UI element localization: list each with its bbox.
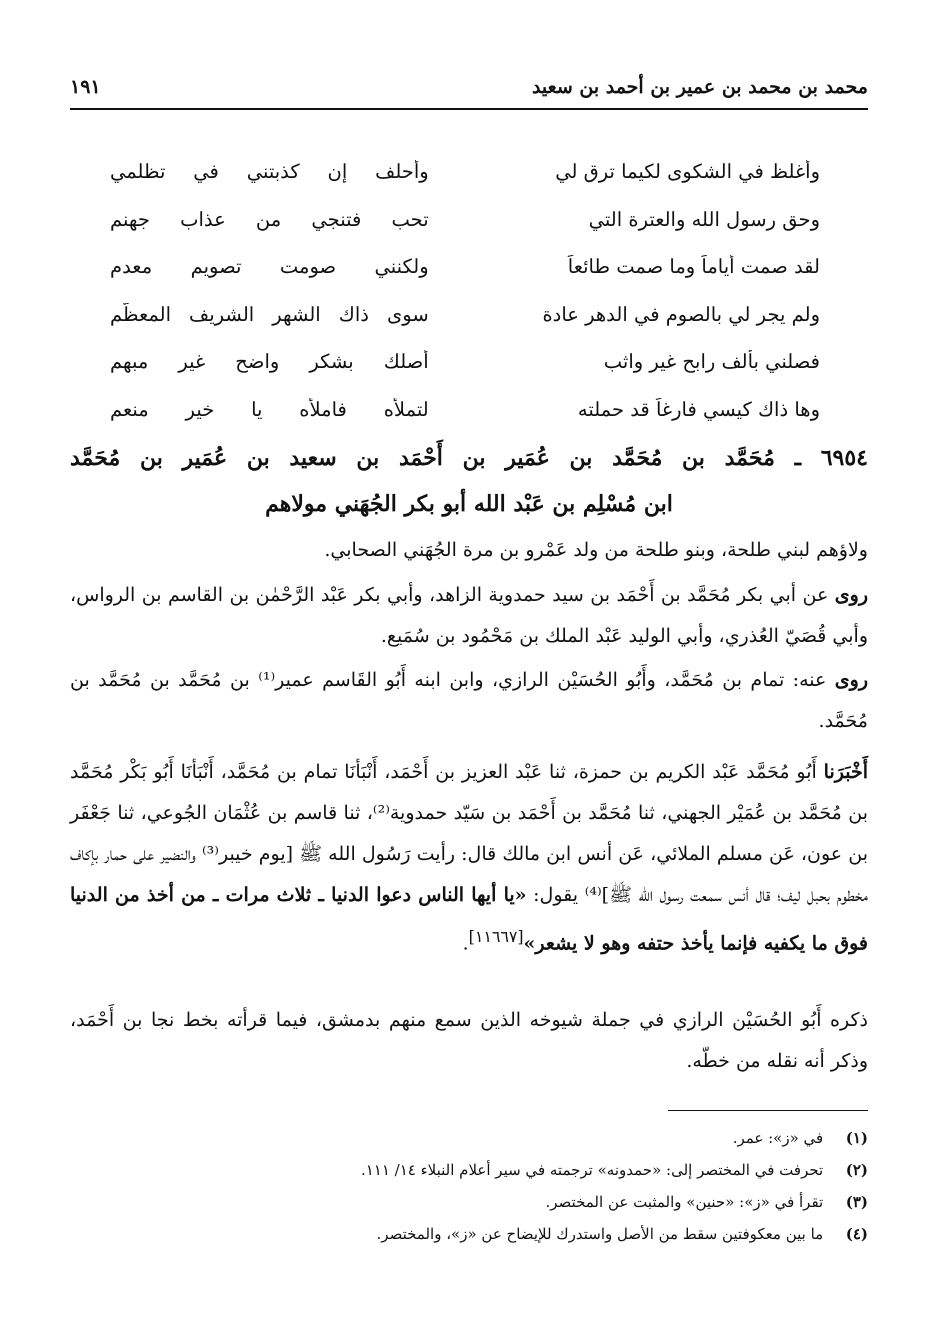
isnad-paragraph: أَخْبَرَنا أَبُو مُحَمَّد عَبْد الكريم بن حمزة، ثنا عَبْد العزيز بن أَحْمَد، أَنْبَأنَا تمام بن مُحَمَّد، أَنْبَأنَا أَبُو بَكْر مُحَمَّد بن مُحَمَّد بن عُمَيْر الجهني، ثنا مُحَمَّد بن أَحْمَد بن سَيّد حمدوية⁽²⁾، ثنا قاسم بن عُثْمَان الجُوعي، ثنا جَعْفَر بن عون، عَن مسلم الملائي، عَن أنس ابن مالك قال: رأيت رَسُول الله ﷺ [يوم خيبر⁽³⁾ والنضير على حمار بإكاف مخطوم بحبل ليف؛ قال أنس سمعت رسول الله ﷺ]⁽⁴⁾ يقول: «يا أيها الناس دعوا الدنيا ـ ثلاث مرات ـ من أخذ من الدنيا فوق ما يكفيه فإنما يأخذ حتفه وهو لا يشعر»[١١٦٦٧]. (70, 761, 868, 955)
narrators-paragraph (70, 660, 868, 742)
verse-second-hemistich: أصلك بشكر واضح غير مبهم (110, 350, 429, 374)
narrators-label: روى (834, 669, 869, 691)
verse-first-hemistich: لقد صمت أياماً وما صمت طائعاً (567, 255, 820, 279)
verse (110, 243, 820, 291)
footnote-text: تقرأ في «ز»: «حنين» والمثبت عن المختصر. (545, 1193, 824, 1211)
poem (110, 148, 820, 433)
footnote-number: (٣) (845, 1193, 868, 1211)
narrated-from-label: روى (834, 584, 868, 606)
footnotes (70, 1122, 868, 1250)
page-number: ١٩١ (70, 76, 101, 98)
entry-title-line-2: ابن مُسْلِم بن عَبْد الله أبو بكر الجُهَني مولاهم (265, 491, 673, 517)
verse (110, 291, 820, 339)
footnote-text: في «ز»: عمر. (732, 1129, 824, 1147)
footnote (70, 1186, 868, 1218)
verse-first-hemistich: وأغلظ في الشكوى لكيما ترق لي (555, 160, 820, 184)
footnote (70, 1122, 868, 1154)
footnote-number: (١) (845, 1129, 868, 1147)
verse-first-hemistich: وها ذاك كيسي فارغاً قد حملته (577, 397, 820, 421)
verse-second-hemistich: تحب فتنجي من عذاب جهنم (110, 207, 429, 231)
verse-second-hemistich: ولكنني صومت تصويم معدم (110, 255, 429, 279)
footnote-divider (668, 1110, 868, 1111)
mention-paragraph: ذكره أَبُو الحُسَيْن الرازي في جملة شيوخه الذين سمع منهم بدمشق، فيما قرأته بخط نجا بن أَحْمَد، وذكر أنه نقله من خطّه. (70, 1009, 868, 1072)
narrators-text: عنه: تمام بن مُحَمَّد، وأَبُو الحُسَيْن الرازي، وابن ابنه أَبُو القَاسم عمير⁽¹⁾ بن مُحَمَّد بن مُحَمَّد بن مُحَمَّد. (70, 669, 868, 732)
footnote-text: تحرفت في المختصر إلى: «حمدونه» ترجمته في سير أعلام النبلاء ١٤/ ١١١. (360, 1161, 824, 1179)
verse-first-hemistich: ولم يجر لي بالصوم في الدهر عادة (542, 302, 820, 326)
verse-second-hemistich: وأحلف إن كذبتني في تظلمي (110, 160, 429, 184)
footnote-number: (٢) (845, 1161, 868, 1179)
verse-second-hemistich: سوى ذاك الشهر الشريف المعظّم (110, 302, 429, 326)
footnote (70, 1154, 868, 1186)
verse (110, 386, 820, 434)
hadith-text: «يا أيها الناس دعوا الدنيا ـ ثلاث مرات ـ من أخذ من الدنيا فوق ما يكفيه فإنما يأخذ حتفه وهو لا يشعر» (70, 884, 868, 955)
lineage-paragraph: ولاؤهم لبني طلحة، وبنو طلحة من ولد عَمْرو بن مرة الجُهَني الصحابي. (324, 539, 868, 561)
verse-first-hemistich: فصلني بألف رابح غير واثب (603, 350, 820, 374)
footnote-text: ما بين معكوفتين سقط من الأصل واستدرك للإيضاح عن «ز»، والمختصر. (376, 1225, 824, 1243)
entry-title-line-1: ٦٩٥٤ ـ مُحَمَّد بن مُحَمَّد بن عُمَير بن أَحْمَد بن سعيد بن عُمَير بن مُحَمَّد (70, 445, 868, 471)
verse (110, 148, 820, 196)
verse-first-hemistich: وحق رسول الله والعترة التي (588, 207, 820, 231)
verse-second-hemistich: لتملأه فاملأه يا خير منعم (110, 397, 429, 421)
footnote-number: (٤) (845, 1225, 868, 1243)
footnote (70, 1218, 868, 1250)
narrated-from-text: عن أبي بكر مُحَمَّد بن أَحْمَد بن سيد حمدوية الزاهد، وأبي بكر عَبْد الرَّحْمٰن بن القاسم بن الرواس، وأبي قُصَيّ العُذري، وأبي الوليد عَبْد الملك بن مَحْمُود بن سُمَيع. (70, 584, 868, 647)
narrated-from-paragraph (70, 575, 868, 657)
hadith-reference: [١١٦٦٧] (468, 927, 524, 946)
isnad-label: أَخْبَرَنا (823, 761, 868, 783)
page-header (70, 70, 868, 110)
verse (110, 338, 820, 386)
isnad-text: أَبُو مُحَمَّد عَبْد الكريم بن حمزة، ثنا عَبْد العزيز بن أَحْمَد، أَنْبَأنَا تمام بن مُحَمَّد، أَنْبَأنَا أَبُو بَكْر مُحَمَّد بن مُحَمَّد بن عُمَيْر الجهني، ثنا مُحَمَّد بن أَحْمَد بن سَيّد حمدوية⁽²⁾، ثنا قاسم بن عُثْمَان الجُوعي، ثنا جَعْفَر بن عون، عَن مسلم الملائي، عَن أنس ابن مالك قال: رأيت رَسُول الله ﷺ [يوم خيبر⁽³⁾ والنضير على حمار بإكاف مخطوم بحبل ليف؛ قال أنس سمعت رسول الله ﷺ]⁽⁴⁾ يقول: (70, 761, 868, 906)
running-title: محمد بن محمد بن عمير بن أحمد بن سعيد (531, 76, 868, 98)
verse (110, 196, 820, 244)
